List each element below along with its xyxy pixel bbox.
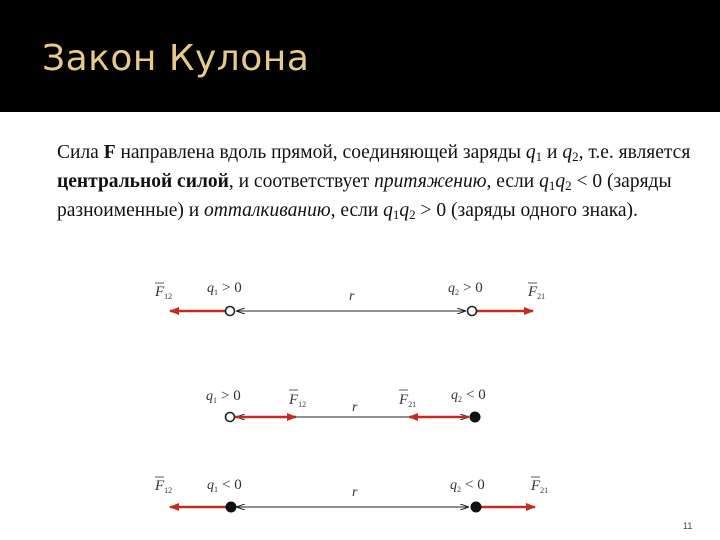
subscript: 1 <box>548 178 556 193</box>
charge-q2-open <box>468 307 477 316</box>
charge-q2-filled <box>470 412 480 422</box>
text-run-italic: q <box>555 171 566 192</box>
label-r: r <box>352 400 358 415</box>
subscript: 2 <box>409 207 416 222</box>
diagram-row-repulsion-positive <box>154 280 545 316</box>
text-run-italic: отталкиванию <box>204 200 331 221</box>
text-run-italic: q <box>562 142 573 163</box>
text-run-italic: q <box>539 171 549 192</box>
label-q2: q2 > 0 <box>448 280 483 297</box>
text-run-italic: q <box>383 200 393 221</box>
subscript: 2 <box>572 149 579 164</box>
text-run: и <box>542 142 563 163</box>
text-run: < 0 (заряды разноименные) и <box>57 171 672 221</box>
text-run: > 0 (заряды одного знака). <box>415 200 638 221</box>
text-run: , если <box>330 200 384 221</box>
text-run: , т.е. является <box>578 142 691 163</box>
charge-q1-open <box>226 413 235 422</box>
slide-title: Закон Кулона <box>42 38 310 79</box>
charge-q2-filled <box>471 502 481 512</box>
label-r: r <box>349 289 355 304</box>
text-run-italic: притяжению <box>374 171 487 192</box>
charge-q1-open <box>226 307 235 316</box>
label-f21: F21 <box>531 478 549 495</box>
subscript: 1 <box>392 207 400 222</box>
label-q2: q2 < 0 <box>451 387 486 404</box>
label-q1: q1 > 0 <box>207 280 242 297</box>
text-run-bold: центральной силой <box>57 171 229 192</box>
label-f12: F12 <box>289 392 307 409</box>
label-q1: q1 > 0 <box>206 388 241 405</box>
charge-q1-filled <box>226 502 236 512</box>
text-run: Сила <box>57 142 104 163</box>
subscript: 2 <box>565 178 572 193</box>
text-run: , и соответствует <box>228 171 375 192</box>
label-r: r <box>352 485 358 500</box>
label-f12: F12 <box>155 478 173 495</box>
label-q2: q2 < 0 <box>450 477 485 494</box>
label-f12: F12 <box>155 284 173 301</box>
subscript: 1 <box>535 149 543 164</box>
label-f21: F21 <box>528 284 546 301</box>
label-f21: F21 <box>399 392 417 409</box>
text-run: направлена вдоль прямой, соединяющей заряды <box>115 142 526 163</box>
text-run-italic: q <box>399 200 410 221</box>
diagram-row-attraction <box>206 387 486 422</box>
text-run: , если <box>486 171 540 192</box>
diagram-row-repulsion-negative <box>154 477 548 512</box>
label-q1: q1 < 0 <box>207 477 242 494</box>
text-run-italic: q <box>525 142 536 163</box>
page-number: 11 <box>683 521 693 531</box>
text-run-bold: F <box>103 142 116 163</box>
